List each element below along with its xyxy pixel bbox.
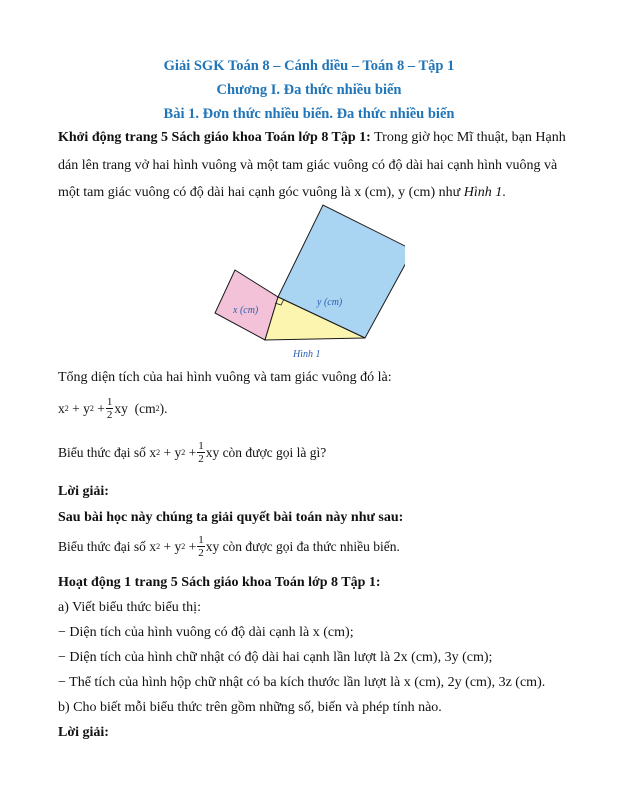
b-line: b) Cho biết mỗi biểu thức trên gồm những số, biến và phép tính nào. (58, 700, 442, 715)
label-x: x (cm) (233, 305, 259, 316)
a-line: a) Viết biểu thức biểu thị: (58, 600, 201, 615)
intro-line-2: dán lên trang vở hai hình vuông và một tam giác vuông có độ dài hai cạnh hình vuông và (58, 158, 558, 173)
sum-line: Tổng diện tích của hai hình vuông và tam giác vuông đó là: (58, 370, 392, 385)
a-item-1: − Diện tích của hình vuông có độ dài cạnh là x (cm); (58, 625, 354, 640)
a-item-3: − Thể tích của hình hộp chữ nhật có ba kích thước lần lượt là x (cm), 2y (cm), 3z (cm). (58, 675, 546, 690)
intro-text-1: Trong giờ học Mĩ thuật, bạn Hạnh (370, 130, 566, 145)
a-item-2: − Diện tích của hình chữ nhật có độ dài hai cạnh lần lượt là 2x (cm), 3y (cm); (58, 650, 493, 665)
solution-label-2: Lời giải: (58, 725, 109, 740)
intro-text-3-end: . (502, 185, 506, 200)
question-line: Biểu thức đại số x 2 + y 2 + $\frac{1}{2}$ xy còn được gọi là gì? (58, 440, 327, 465)
doc-title: Giải SGK Toán 8 – Cánh diều – Toán 8 – Tập 1 (163, 58, 455, 74)
solution-label: Lời giải: (58, 484, 109, 499)
figure-1 (205, 200, 405, 365)
expression: x 2 + y 2 + $\frac{1}{2}$ xy (cm 2 ). (58, 396, 168, 421)
lesson-title: Bài 1. Đơn thức nhiều biến. Đa thức nhiều biến (163, 106, 455, 122)
figure-reference: Hình 1 (463, 185, 503, 200)
answer-line: Biểu thức đại số x 2 + y 2 + $\frac{1}{2}$ xy còn được gọi đa thức nhiều biến. (58, 534, 400, 559)
intro-text-3: một tam giác vuông có độ dài hai cạnh góc vuông là x (cm), y (cm) như (58, 185, 464, 200)
after-lesson-line: Sau bài học này chúng ta giải quyết bài toán này như sau: (58, 510, 404, 525)
activity-title: Hoạt động 1 trang 5 Sách giáo khoa Toán lớp 8 Tập 1: (58, 575, 381, 590)
intro-lead: Khởi động trang 5 Sách giáo khoa Toán lớp 8 Tập 1: (58, 130, 371, 145)
intro-line-1 (58, 128, 568, 148)
figure-caption: Hình 1 (293, 349, 321, 360)
chapter-title: Chương I. Đa thức nhiều biến (216, 82, 402, 98)
label-y: y (cm) (317, 297, 343, 308)
expression-line (58, 396, 568, 421)
